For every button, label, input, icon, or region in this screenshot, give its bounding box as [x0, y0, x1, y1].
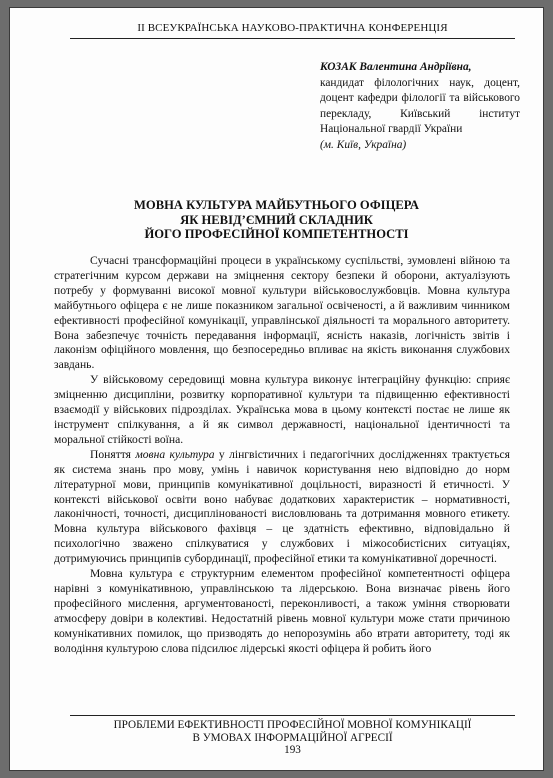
- paragraph-3: [54, 448, 510, 567]
- author-details: кандидат філологічних наук, доцент, доцент кафедри філології та військового перекладу, Київський інститут Національної гвардії України: [320, 76, 520, 135]
- running-footer: [70, 715, 515, 757]
- paragraph-3-start: Поняття: [90, 447, 136, 461]
- author-name: КОЗАК Валентина Андріївна,: [320, 61, 472, 73]
- document-page: [9, 7, 544, 771]
- paragraph-2: У військовому середовищі мовна культура виконує інтеграційну функцію: сприяє зміцненню дисципліни, розвитку корпоративної культури та підвищенню ефективності взаємодії у військових підрозділах. Українська мова в цьому контексті постає не лише як інструмент спілкування, а й як символ державності, національної ідентичності та моральної стійкості воїна.: [54, 373, 510, 446]
- paragraph-1: Сучасні трансформаційні процеси в українському суспільстві, зумовлені війною та стратегічним курсом держави на зміцнення сектору безпеки й оборони, актуалізують потребу у формуванні високої мовної культури військовослужбовців. Мовна культура майбутнього офіцера є не лише показником загальної освіченості, а й важливим чинником ефективності професійної комунікації, управлінської діяльності та морального авторитету. Вона забезпечує точність передавання інформації, ясність наказів, логічність звітів і лаконізм офіційного мовлення, що безпосередньо впливає на якість виконання службових завдань.: [54, 254, 510, 372]
- title-line-1: МОВНА КУЛЬТУРА МАЙБУТНЬОГО ОФІЦЕРА: [134, 198, 419, 212]
- article-title: [50, 198, 503, 242]
- footer-line-1: ПРОБЛЕМИ ЕФЕКТИВНОСТІ ПРОФЕСІЙНОЇ МОВНОЇ КОМУНІКАЦІЇ: [113, 719, 472, 731]
- running-header: II ВСЕУКРАЇНСЬКА НАУКОВО-ПРАКТИЧНА КОНФЕРЕНЦІЯ: [70, 22, 515, 39]
- page-number: 193: [284, 744, 301, 756]
- paragraph-4: Мовна культура є структурним елементом професійної компетентності офіцера нарівні з комунікативною, управлінською та лідерською. Вона визначає рівень його професійного мислення, аргументованості, переконливості, а також уміння створювати атмосферу довіри в колективі. Недостатній рівень мовної культури може стати причиною комунікативних помилок, що призводять до непорозумінь або втрати авторитету, тоді як володіння культурою слова підсилює лідерські якості офіцера й робить його: [54, 567, 510, 655]
- paragraph-3-rest: у лінгвістичних і педагогічних дослідженнях трактується як система знань про мову, умінь і навичок користування нею відповідно до норм літературної мови, принципів комунікативної доцільності, виразності й етичності. У контексті військової освіти воно набуває додаткових характеристик – нормативності, лаконічності, точності, дисциплінованості висловлювань та дотримання мовного етикету. Мовна культура військового фахівця – це здатність ефективно, відповідально й психологічно зважено спілкуватися у службових і міжособистісних ситуаціях, дотримуючись принципів субординації, професійної етики та комунікативної доречності.: [54, 447, 510, 566]
- title-line-2: ЯК НЕВІД’ЄМНИЙ СКЛАДНИК: [180, 212, 373, 227]
- author-block: [320, 60, 520, 153]
- footer-line-2: В УМОВАХ ІНФОРМАЦІЙНОЇ АГРЕСІЇ: [192, 731, 393, 744]
- title-line-3: ЙОГО ПРОФЕСІЙНОЇ КОМПЕТЕНТНОСТІ: [144, 227, 409, 241]
- term-mova-kultura: мовна культура: [135, 447, 215, 461]
- article-body: [54, 254, 510, 656]
- author-city: (м. Київ, Україна): [320, 138, 407, 151]
